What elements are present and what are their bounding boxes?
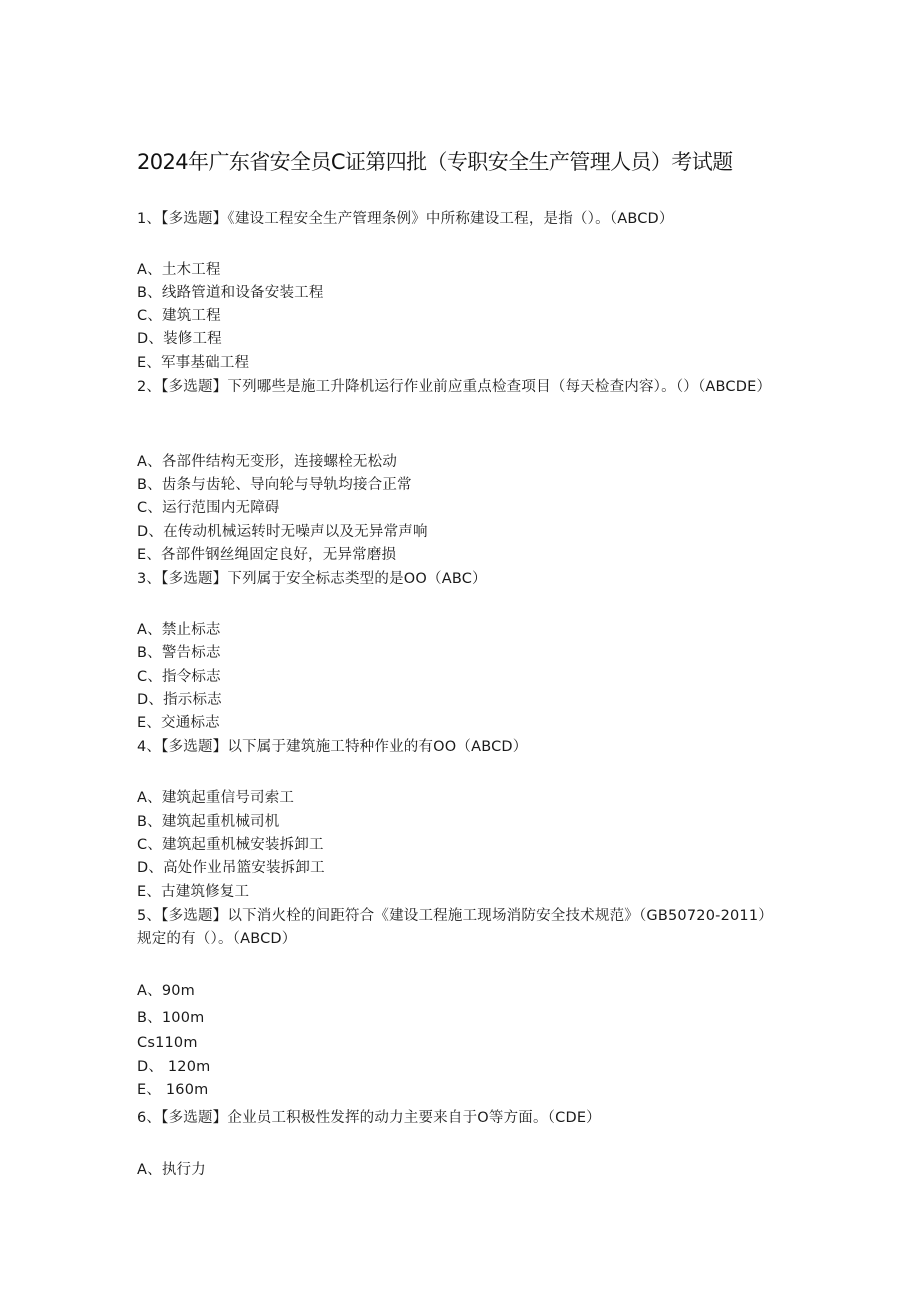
question-3-option-d: D、指示标志 <box>137 692 222 708</box>
question-3-option-a: A、禁止标志 <box>137 622 221 638</box>
question-4-stem: 4、【多选题】以下属于建筑施工特种作业的有OO（ABCD） <box>137 739 528 755</box>
question-1-stem: 1、【多选题】《建设工程安全生产管理条例》中所称建设工程，是指（）。（ABCD） <box>137 211 674 227</box>
question-1-option-b: B、线路管道和设备安装工程 <box>137 285 324 301</box>
question-4-option-e: E、古建筑修复工 <box>137 884 250 900</box>
question-2-option-b: B、齿条与齿轮、导向轮与导轨均接合正常 <box>137 477 412 493</box>
question-5-option-e: E、 160m <box>137 1082 209 1098</box>
question-5-stem: 5、【多选题】以下消火栓的间距符合《建设工程施工现场消防安全技术规范》（GB50720-2011）规定的有（）。（ABCD） <box>137 908 773 947</box>
question-5-option-c: Cs110m <box>137 1035 198 1051</box>
question-2-option-e: E、各部件钢丝绳固定良好，无异常磨损 <box>137 547 397 563</box>
question-1-option-a: A、土木工程 <box>137 262 221 278</box>
question-4-option-a: A、建筑起重信号司索工 <box>137 790 295 806</box>
question-2-option-c: C、运行范围内无障碍 <box>137 500 280 516</box>
question-6-option-a: A、执行力 <box>137 1162 206 1178</box>
question-5-option-b: B、100m <box>137 1010 205 1026</box>
question-2-option-d: D、在传动机械运转时无噪声以及无异常声响 <box>137 524 428 540</box>
question-1-option-c: C、建筑工程 <box>137 308 221 324</box>
question-2-stem: 2、【多选题】下列哪些是施工升降机运行作业前应重点检查项目（每天检查内容）。（）（ABCDE） <box>137 379 772 395</box>
question-2-option-a: A、各部件结构无变形，连接螺栓无松动 <box>137 454 398 470</box>
question-3-option-c: C、指令标志 <box>137 669 221 685</box>
question-4-option-d: D、高处作业吊篮安装拆卸工 <box>137 860 325 876</box>
question-4-option-b: B、建筑起重机械司机 <box>137 814 280 830</box>
question-5-option-a: A、90m <box>137 983 195 999</box>
question-5-option-d: D、 120m <box>137 1059 211 1075</box>
question-3-stem: 3、【多选题】下列属于安全标志类型的是OO（ABC） <box>137 571 487 587</box>
question-3-option-b: B、警告标志 <box>137 645 221 661</box>
question-1-option-e: E、军事基础工程 <box>137 355 250 371</box>
question-4-option-c: C、建筑起重机械安装拆卸工 <box>137 837 324 853</box>
question-6-stem: 6、【多选题】企业员工积极性发挥的动力主要来自于O等方面。（CDE） <box>137 1110 601 1126</box>
document-title: 2024年广东省安全员C证第四批（专职安全生产管理人员）考试题 <box>137 150 733 174</box>
question-1-option-d: D、装修工程 <box>137 331 222 347</box>
question-3-option-e: E、交通标志 <box>137 715 220 731</box>
